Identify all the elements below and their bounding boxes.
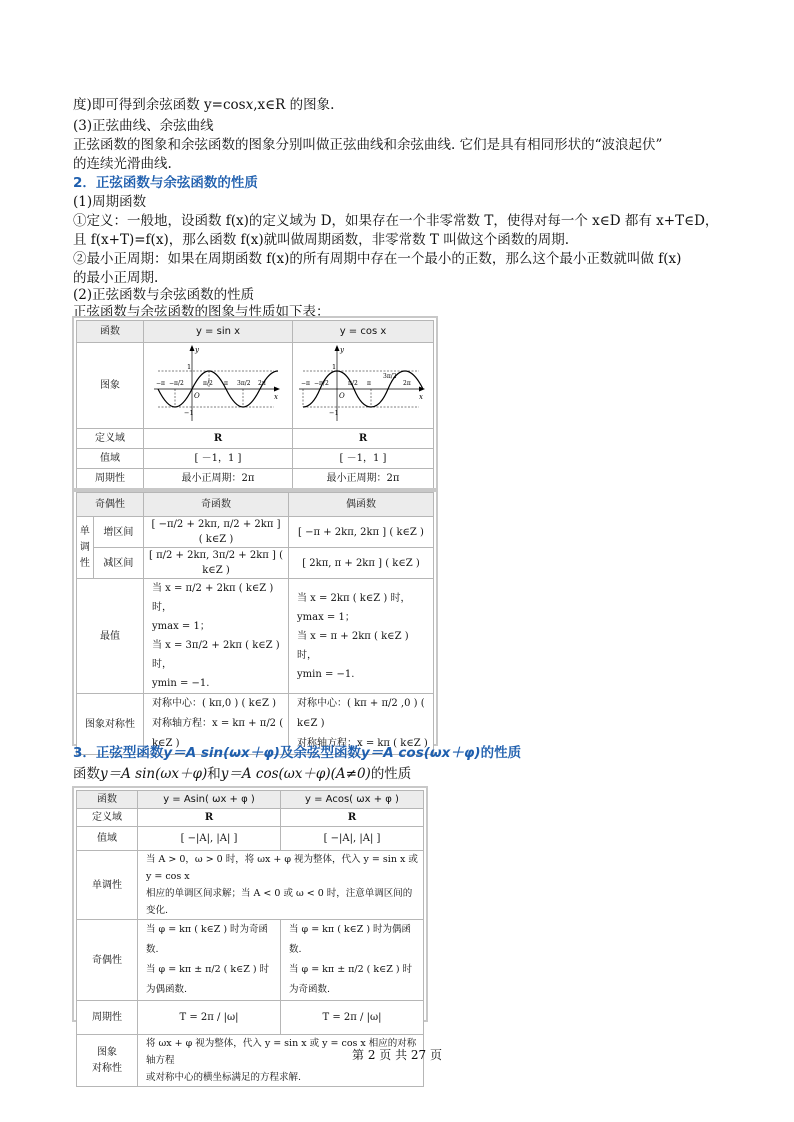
label-symmetry: 图象 对称性: [77, 1035, 138, 1087]
header-function: 函数: [77, 321, 144, 343]
text-line: 且 f(x+T)=f(x)，那么函数 f(x)就叫做周期函数，非零常数 T 叫做这个函数的周期.: [73, 232, 570, 248]
domain-asin: R: [138, 809, 281, 827]
tick-label: π/2: [348, 380, 358, 387]
tick-label: π: [367, 380, 371, 387]
tick-label: −π: [301, 380, 310, 387]
text-line: 正弦函数的图象和余弦函数的图象分别叫做正弦曲线和余弦曲线. 它们是具有相同形状的“波浪起伏”: [73, 137, 663, 153]
extrema-sin: 当 x = π/2 + 2kπ ( k∈Z ) 时， ymax = 1； 当 x = 3π/2 + 2kπ ( k∈Z ) 时， ymin = −1.: [144, 579, 289, 694]
symmetry-text: 将 ωx + φ 视为整体，代入 y = sin x 或 y = cos x 相应的对称轴方程 或对称中心的横坐标满足的方程求解.: [138, 1035, 424, 1087]
range-acos: [ −|A|, |A| ]: [281, 827, 424, 851]
label-monotonicity: 单 调 性: [77, 517, 94, 579]
label-decreasing: 减区间: [93, 548, 143, 579]
origin-label: O: [194, 392, 200, 400]
symmetry-sin: 对称中心：( kπ,0 ) ( k∈Z ) 对称轴方程：x = kπ + π/2 ( k∈Z ): [144, 694, 289, 755]
tick-label: π/2: [203, 380, 213, 387]
text-line: 的最小正周期.: [73, 270, 159, 286]
sin-graph-cell: [144, 343, 293, 429]
range-sin: [ －1，1 ]: [144, 449, 293, 469]
symmetry-cos: 对称中心：( kπ + π/2 ,0 ) ( k∈Z ) 对称轴方程：x = kπ ( k∈Z ): [289, 694, 434, 755]
table-sin-cos-basic: [72, 316, 438, 492]
tick-minus-one: −1: [184, 409, 194, 417]
text-line: 度)即可得到余弦函数 y=cosx,x∈R 的图象.: [73, 97, 335, 113]
period-sin: 最小正周期：2π: [144, 469, 293, 489]
text-line: 函数y＝A sin(ωx＋φ)和y＝A cos(ωx＋φ)(A≠0)的性质: [73, 766, 412, 782]
parity-acos: 当 φ = kπ ( k∈Z ) 时为偶函数. 当 φ = kπ ± π/2 ( k∈Z ) 时为奇函数.: [281, 920, 424, 1001]
x-axis-label: x: [419, 393, 423, 401]
cos-graph-cell: [293, 343, 434, 429]
tick-label: 2π: [403, 380, 411, 387]
dec-sin: [ π/2 + 2kπ, 3π/2 + 2kπ ] ( k∈Z ): [144, 548, 289, 579]
period-cos: 最小正周期：2π: [293, 469, 434, 489]
label-period: 周期性: [77, 1001, 138, 1035]
inc-cos: [ −π + 2kπ, 2kπ ] ( k∈Z ): [289, 517, 434, 548]
tick-label: −π/2: [169, 380, 184, 387]
tick-label: −π/2: [314, 380, 329, 387]
label-symmetry: 图象对称性: [77, 694, 144, 755]
label-graph: 图象: [77, 343, 144, 429]
header-sin: y = sin x: [144, 321, 293, 343]
period-asin: T = 2π / |ω|: [138, 1001, 281, 1035]
label-range: 值域: [77, 827, 138, 851]
tick-one: 1: [332, 363, 337, 371]
text-line: 的连续光滑曲线.: [73, 156, 172, 172]
label-increasing: 增区间: [93, 517, 143, 548]
text-line: ②最小正周期：如果在周期函数 f(x)的所有周期中存在一个最小的正数，那么这个最小正数就叫做 f(x): [73, 251, 682, 267]
cos-graph: [299, 343, 427, 423]
tick-one: 1: [187, 363, 192, 371]
table-sin-cos-properties: [72, 488, 438, 749]
subheading-curves: (3)正弦曲线、余弦曲线: [73, 118, 214, 134]
tick-label: π: [224, 380, 228, 387]
parity-asin: 当 φ = kπ ( k∈Z ) 时为奇函数. 当 φ = kπ ± π/2 ( k∈Z ) 时为偶函数.: [138, 920, 281, 1001]
tick-label: 2π: [258, 380, 266, 387]
range-cos: [ －1，1 ]: [293, 449, 434, 469]
header-cos: y = cos x: [293, 321, 434, 343]
label-monotonicity: 单调性: [77, 851, 138, 920]
tick-label: −π: [156, 380, 165, 387]
tick-label: 3π/2: [237, 380, 251, 387]
text-line: ①定义：一般地，设函数 f(x)的定义域为 D，如果存在一个非零常数 T，使得对每一个 x∈D 都有 x+T∈D，: [73, 213, 719, 229]
parity-cos: 偶函数: [289, 493, 434, 517]
range-asin: [ −|A|, |A| ]: [138, 827, 281, 851]
section-heading-2: 2．正弦函数与余弦函数的性质: [73, 175, 258, 191]
dec-cos: [ 2kπ, π + 2kπ ] ( k∈Z ): [289, 548, 434, 579]
label-domain: 定义域: [77, 429, 144, 449]
label-period: 周期性: [77, 469, 144, 489]
label-parity: 奇偶性: [77, 920, 138, 1001]
x-axis-label: x: [274, 393, 278, 401]
y-axis-label: y: [340, 346, 344, 354]
subheading-periodic: (1)周期函数: [73, 194, 147, 210]
header-asin: y = Asin( ωx + φ ): [138, 791, 281, 809]
y-axis-label: y: [195, 346, 199, 354]
extrema-cos: 当 x = 2kπ ( k∈Z ) 时，ymax = 1； 当 x = π + 2kπ ( k∈Z ) 时， ymin = −1.: [289, 579, 434, 694]
header-function: 函数: [77, 791, 138, 809]
sin-graph: [154, 343, 282, 423]
period-acos: T = 2π / |ω|: [281, 1001, 424, 1035]
inc-sin: [ −π/2 + 2kπ, π/2 + 2kπ ] ( k∈Z ): [144, 517, 289, 548]
monotonicity-text: 当 A > 0，ω > 0 时，将 ωx + φ 视为整体，代入 y = sin x 或 y = cos x 相应的单调区间求解；当 A < 0 或 ω < 0 时，注意单调区间的变化.: [138, 851, 424, 920]
label-extrema: 最值: [77, 579, 144, 694]
origin-label: O: [339, 392, 345, 400]
header-acos: y = Acos( ωx + φ ): [281, 791, 424, 809]
text-line: 正弦函数与余弦函数的图象与性质如下表：: [73, 304, 330, 320]
domain-cos: R: [293, 429, 434, 449]
subheading-properties: (2)正弦函数与余弦函数的性质: [73, 287, 255, 303]
tick-minus-one: −1: [329, 409, 339, 417]
domain-sin: R: [144, 429, 293, 449]
tick-label: 3π/2: [383, 373, 397, 380]
page-footer: 第 2 页 共 27 页: [352, 1048, 442, 1062]
label-parity: 奇偶性: [77, 493, 144, 517]
parity-sin: 奇函数: [144, 493, 289, 517]
domain-acos: R: [281, 809, 424, 827]
label-range: 值域: [77, 449, 144, 469]
label-domain: 定义域: [77, 809, 138, 827]
section-heading-3: 3．正弦型函数y＝A sin(ωx＋φ)及余弦型函数y＝A cos(ωx＋φ)的性质: [73, 745, 522, 761]
